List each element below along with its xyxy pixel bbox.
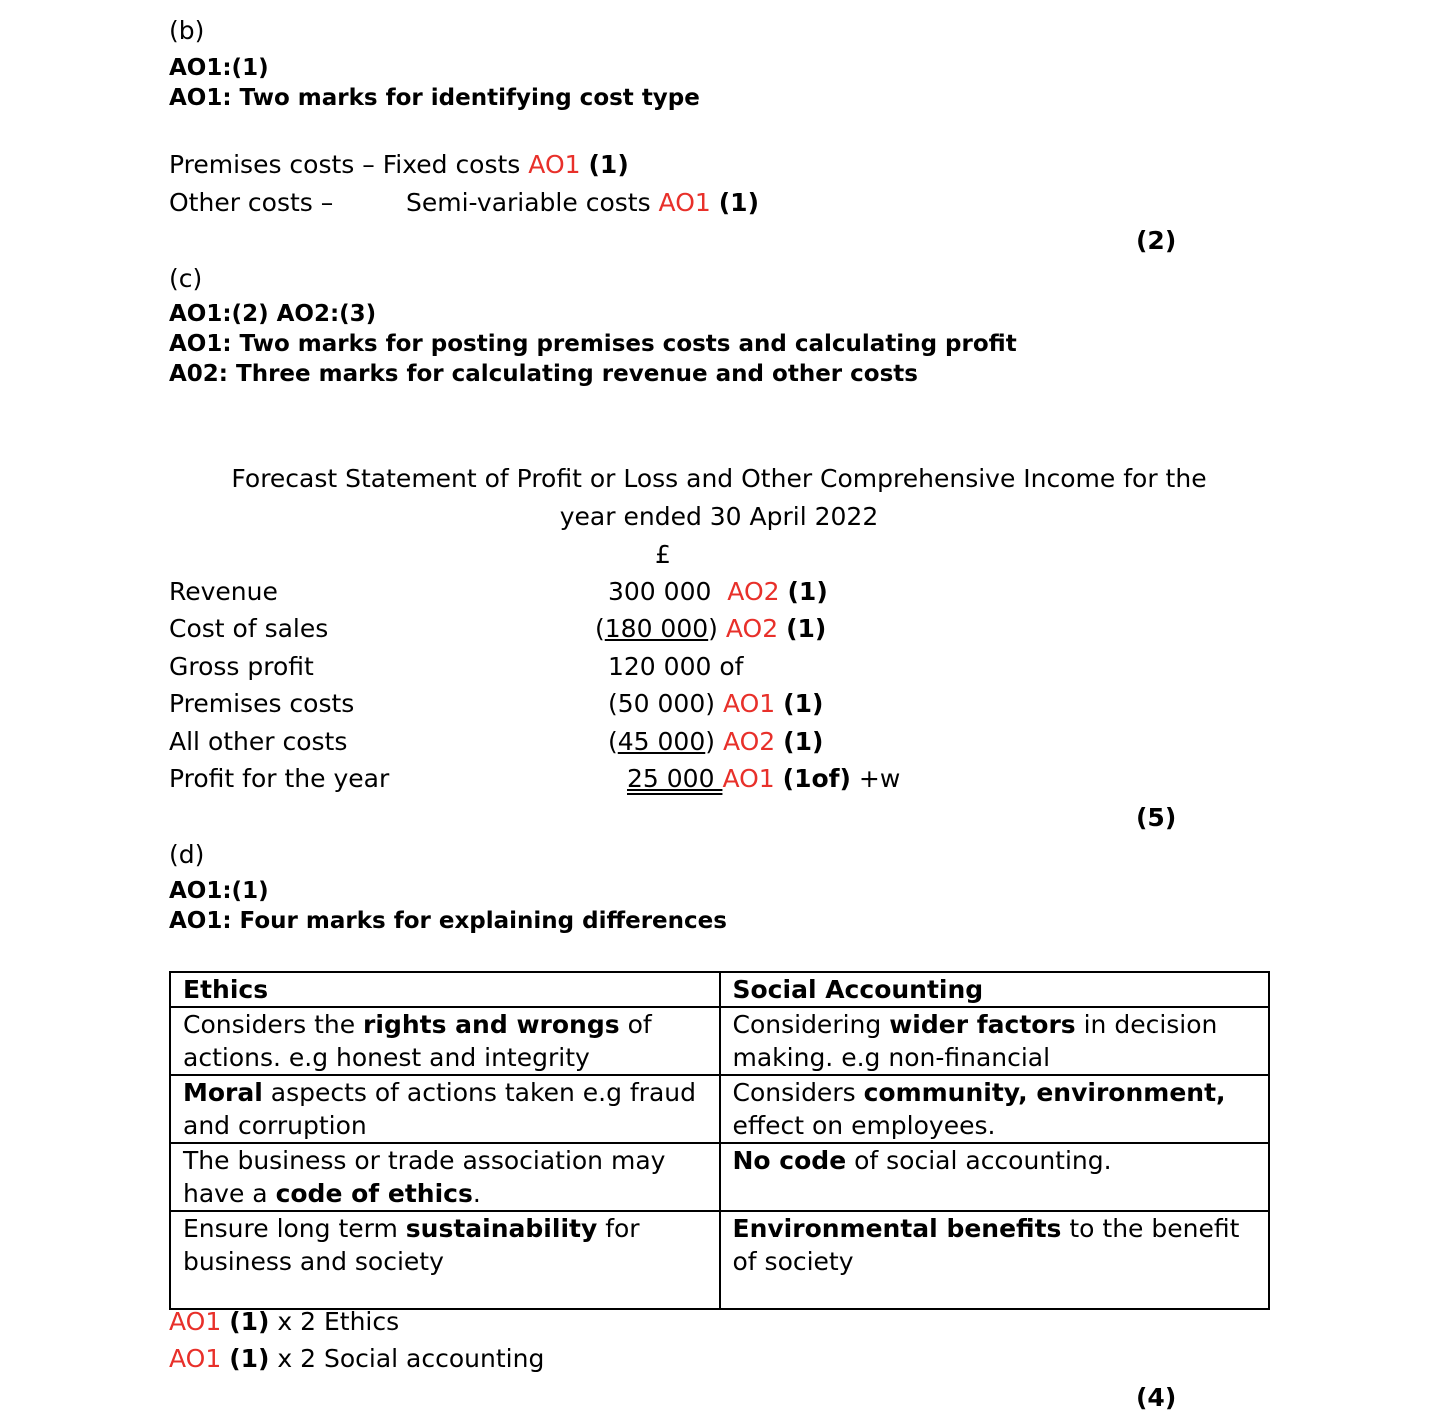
value: 25 000: [627, 764, 723, 793]
t: Considering: [732, 1010, 890, 1039]
part-c-label: (c): [169, 264, 203, 293]
part-b-total: (2): [1136, 226, 1177, 255]
table-cell: [720, 1075, 1270, 1143]
t: Considers the: [183, 1010, 364, 1039]
t: to the benefit of society: [732, 1214, 1240, 1276]
header-social-accounting: Social Accounting: [720, 972, 1270, 1007]
mark: (1of): [782, 764, 851, 793]
t: effect on employees.: [732, 1111, 996, 1140]
mark: (1): [783, 727, 824, 756]
mark: (1): [786, 614, 827, 643]
t: Moral: [183, 1078, 263, 1107]
ethics-vs-social-accounting-table: [169, 971, 1270, 1310]
t: for business and society: [183, 1214, 640, 1276]
t: rights and wrongs: [363, 1010, 620, 1039]
b-line-1: [169, 150, 629, 179]
t: Environmental benefits: [732, 1214, 1062, 1243]
paren: (: [608, 727, 618, 756]
row-value: [608, 577, 828, 606]
part-c-ao: AO1:(2) AO2:(3): [169, 301, 377, 327]
value: 45 000: [617, 727, 706, 756]
extra: +w: [858, 764, 901, 793]
row-label: Premises costs: [169, 689, 355, 718]
text: x 2 Ethics: [269, 1307, 400, 1336]
part-d-desc: AO1: Four marks for explaining differences: [169, 908, 727, 934]
row-value: [627, 764, 900, 793]
row-value: [595, 614, 826, 643]
table-cell: [170, 1211, 720, 1309]
t: code of ethics: [275, 1179, 473, 1208]
part-b-desc: AO1: Two marks for identifying cost type: [169, 85, 700, 111]
paren: ): [705, 727, 716, 756]
text: x 2 Social accounting: [269, 1344, 545, 1373]
table-cell: [170, 1143, 720, 1211]
part-b-label: (b): [169, 16, 205, 45]
row-label: All other costs: [169, 727, 348, 756]
part-d-total: (4): [1136, 1383, 1177, 1412]
mark: (1): [783, 689, 824, 718]
row-value: 120 000 of: [608, 652, 744, 681]
part-d-ao: AO1:(1): [169, 878, 269, 904]
statement-title-1: Forecast Statement of Profit or Loss and Other Comprehensive Income for the: [231, 464, 1207, 493]
t: .: [472, 1179, 481, 1208]
ao-tag: AO1: [528, 150, 581, 179]
table-cell: [170, 1007, 720, 1075]
ao-tag: AO2: [727, 577, 780, 606]
ao-tag: AO1: [722, 764, 775, 793]
ao-tag: AO2: [725, 614, 779, 643]
ao-tag: AO1: [722, 689, 776, 718]
t: Ensure long term: [183, 1214, 406, 1243]
b-line-2-label: Other costs –: [169, 188, 334, 217]
ao-tag: AO1: [169, 1307, 222, 1336]
ao-tag: AO1: [169, 1344, 222, 1373]
row-label: Revenue: [169, 577, 278, 606]
row-label: Gross profit: [169, 652, 314, 681]
part-c-total: (5): [1136, 803, 1177, 832]
part-c-desc-2: A02: Three marks for calculating revenue and other costs: [169, 361, 918, 387]
part-c-desc-1: AO1: Two marks for posting premises costs and calculating profit: [169, 331, 1017, 357]
t: Considers: [732, 1078, 864, 1107]
mark: (1): [787, 577, 828, 606]
t: in decision making. e.g non-financial: [732, 1010, 1218, 1072]
note-ethics: [169, 1307, 399, 1336]
statement-title-2: year ended 30 April 2022: [559, 502, 879, 531]
note-social: [169, 1344, 544, 1373]
mark: (1): [229, 1344, 270, 1373]
table-cell: [720, 1007, 1270, 1075]
table-cell: [720, 1211, 1270, 1309]
row-label: Cost of sales: [169, 614, 329, 643]
t: wider factors: [889, 1010, 1076, 1039]
text: Premises costs – Fixed costs: [169, 150, 521, 179]
row-value: [608, 689, 823, 718]
t: sustainability: [405, 1214, 598, 1243]
t: The business or trade association may have a: [183, 1146, 666, 1208]
b-line-2: [406, 188, 759, 217]
ao-tag: AO1: [658, 188, 711, 217]
paren: (: [595, 614, 605, 643]
row-label: Profit for the year: [169, 764, 390, 793]
currency-symbol: £: [655, 540, 671, 569]
t: of actions. e.g honest and integrity: [183, 1010, 652, 1072]
mark: (1): [229, 1307, 270, 1336]
table-cell: [170, 1075, 720, 1143]
t: of social accounting.: [846, 1146, 1112, 1175]
ao-tag: AO2: [722, 727, 776, 756]
value: (50 000): [608, 689, 715, 718]
paren: ): [708, 614, 718, 643]
value: 180 000: [604, 614, 709, 643]
mark: (1): [588, 150, 629, 179]
mark: (1): [718, 188, 759, 217]
table-cell: [720, 1143, 1270, 1211]
header-ethics: Ethics: [170, 972, 720, 1007]
t: aspects of actions taken e.g fraud and corruption: [183, 1078, 696, 1140]
row-value: [608, 727, 823, 756]
t: community, environment,: [863, 1078, 1226, 1107]
t: No code: [732, 1146, 847, 1175]
text: Semi-variable costs: [406, 188, 651, 217]
value: 300 000: [608, 577, 712, 606]
part-b-ao: AO1:(1): [169, 55, 269, 81]
part-d-label: (d): [169, 840, 205, 869]
